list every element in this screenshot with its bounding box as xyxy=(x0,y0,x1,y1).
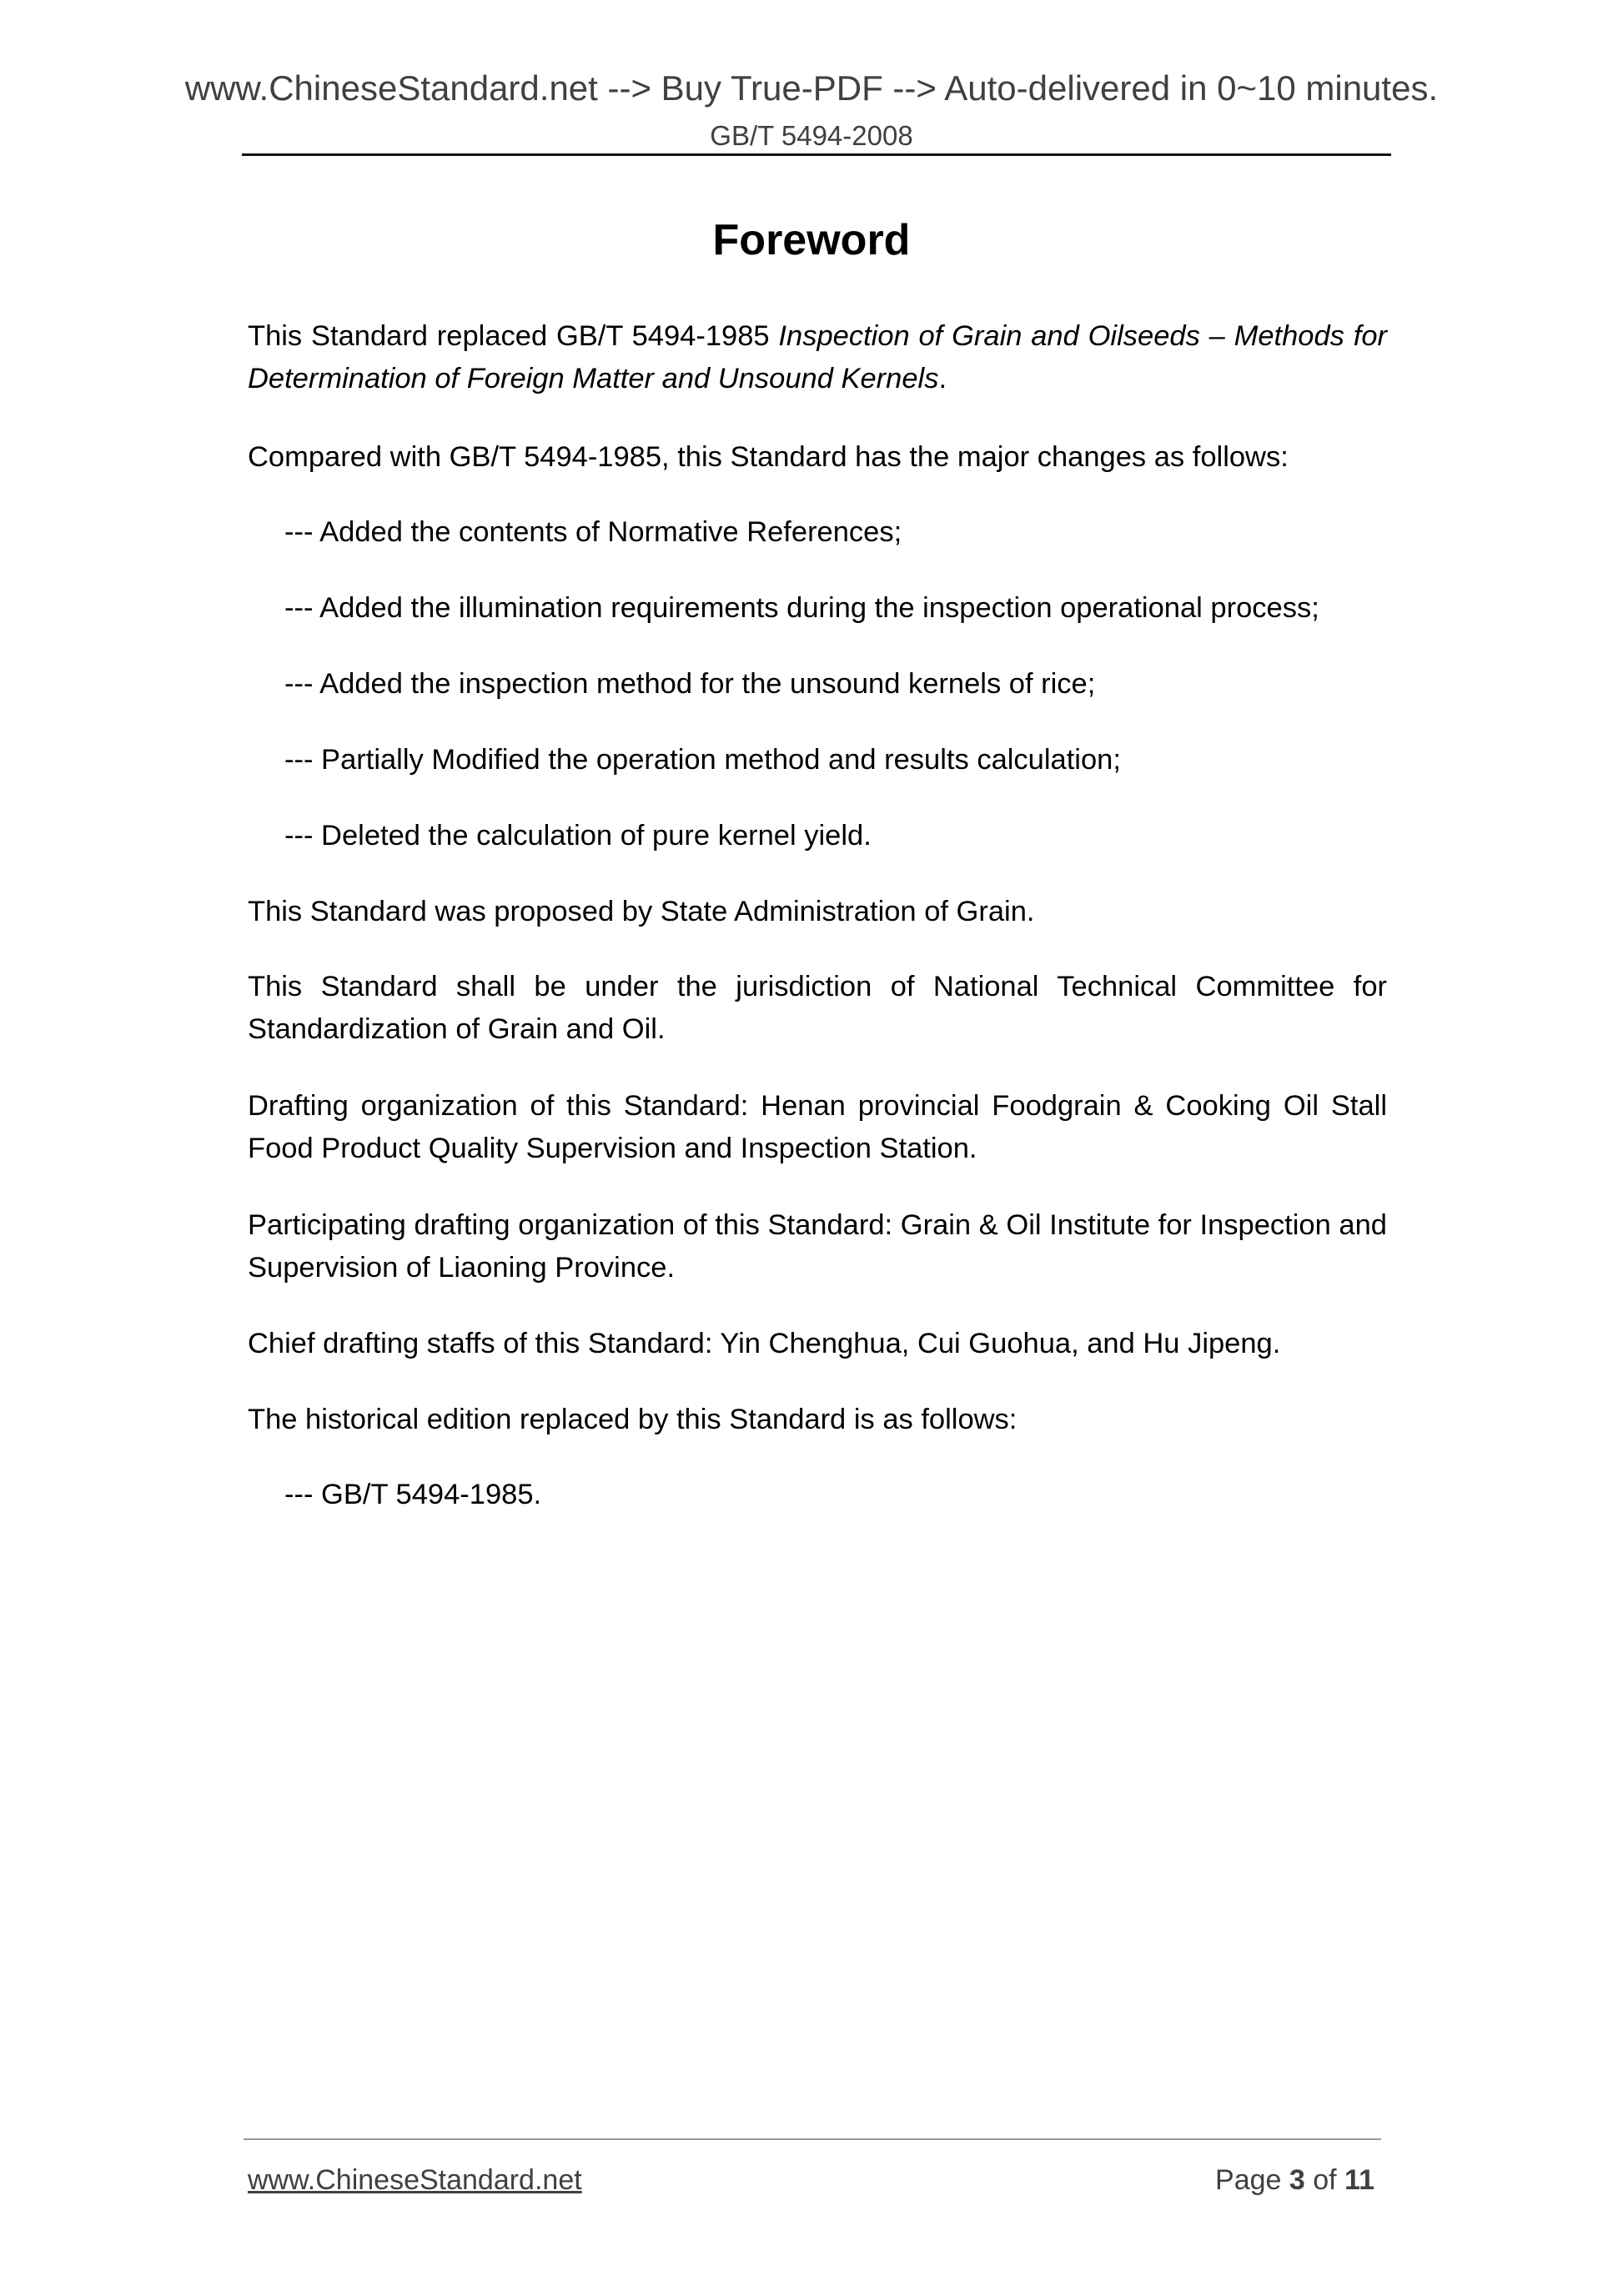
total-pages: 11 xyxy=(1344,2164,1374,2196)
standard-code: GB/T 5494-2008 xyxy=(710,120,913,151)
replacement-text: This Standard replaced GB/T 5494-1985 xyxy=(248,320,779,352)
page-title: Foreword xyxy=(712,216,911,264)
drafting-staff-paragraph: Chief drafting staffs of this Standard: Yin Chenghua, Cui Guohua, and Hu Jipeng. xyxy=(248,1328,1281,1359)
current-page: 3 xyxy=(1289,2164,1305,2196)
page-number xyxy=(1215,2162,1374,2198)
header-divider xyxy=(242,153,1391,156)
changes-intro: Compared with GB/T 5494-1985, this Standard has the major changes as follows: xyxy=(248,441,1289,473)
replacement-paragraph xyxy=(248,315,1387,400)
footer-website-link[interactable]: www.ChineseStandard.net xyxy=(248,2164,582,2196)
change-item: --- Added the contents of Normative References; xyxy=(284,516,902,548)
drafting-org-paragraph: Drafting organization of this Standard: Henan provincial Foodgrain & Cooking Oil Stall Food Product Quality Supervision and Inspection Station. xyxy=(248,1090,1387,1164)
history-item: --- GB/T 5494-1985. xyxy=(284,1479,542,1510)
jurisdiction-paragraph: This Standard shall be under the jurisdiction of National Technical Committee for Standardization of Grain and Oil. xyxy=(248,971,1387,1045)
replacement-end: . xyxy=(938,363,947,394)
change-item: --- Added the illumination requirements during the inspection operational process; xyxy=(284,592,1319,624)
replaced-standard-title: Inspection of Grain and Oilseeds – Methods for Determination of Foreign Matter and Unsound Kernels xyxy=(248,320,1387,394)
change-item: --- Deleted the calculation of pure kernel yield. xyxy=(284,820,872,852)
page-of-label: of xyxy=(1304,2164,1345,2196)
proposer-paragraph: This Standard was proposed by State Administration of Grain. xyxy=(248,896,1035,927)
participating-org-paragraph: Participating drafting organization of this Standard: Grain & Oil Institute for Inspection and Supervision of Liaoning Province. xyxy=(248,1209,1387,1284)
change-item: --- Partially Modified the operation method and results calculation; xyxy=(284,744,1121,776)
history-intro: The historical edition replaced by this Standard is as follows: xyxy=(248,1404,1018,1435)
footer-divider xyxy=(244,2138,1381,2140)
page-label: Page xyxy=(1215,2164,1289,2196)
change-item: --- Added the inspection method for the unsound kernels of rice; xyxy=(284,668,1096,700)
header-banner: www.ChineseStandard.net --> Buy True-PDF --> Auto-delivered in 0~10 minutes. xyxy=(184,68,1439,108)
